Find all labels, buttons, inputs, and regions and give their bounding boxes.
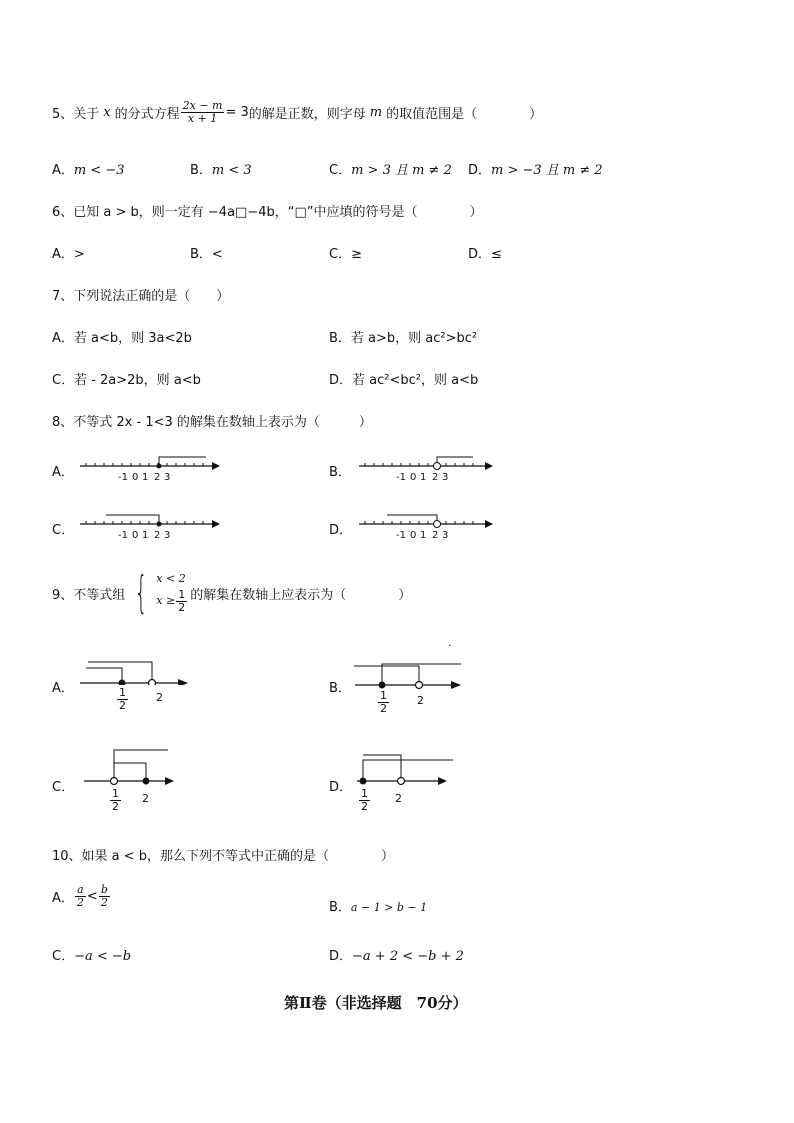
- closed-dot: [157, 464, 162, 469]
- q9-option-a[interactable]: [52, 655, 212, 717]
- q7-option-c-label: C．: [52, 373, 75, 388]
- tick-label: 3: [164, 530, 171, 541]
- tick-half-num: 1: [112, 787, 119, 800]
- q7-option-c[interactable]: [52, 369, 201, 388]
- closed-dot: [143, 778, 150, 785]
- tick-label: 1: [142, 472, 149, 483]
- q5-option-b[interactable]: [190, 159, 252, 178]
- open-dot: [434, 521, 441, 528]
- tick-label: 3: [164, 472, 171, 483]
- open-dot: [434, 463, 441, 470]
- open-dot: [111, 778, 118, 785]
- q9-option-a-label: A．: [52, 681, 74, 696]
- q6-option-b-label: B．: [190, 247, 212, 262]
- q9-c-tick-half: [110, 788, 121, 812]
- q10-a-frac2-den: 2: [100, 895, 108, 909]
- q7-option-b-text: 若 a>b，则 ac²>bc²: [350, 331, 478, 346]
- arrow-head: [212, 462, 220, 470]
- bracket-le-two: [114, 763, 146, 781]
- q9-sys2-fraction: [176, 589, 187, 613]
- q9-option-c-number-line: [80, 746, 210, 786]
- q10-a-frac1-den: 2: [76, 895, 84, 909]
- bracket-lt-two: [363, 755, 401, 777]
- q9-sys1: x < 2: [156, 571, 186, 585]
- arrow-head: [178, 679, 188, 685]
- arrow-head: [438, 777, 447, 785]
- q8-option-b-label: B．: [329, 465, 351, 480]
- q10-option-c-text: −a < −b: [74, 949, 132, 964]
- q8-option-d-number-line: [355, 510, 505, 544]
- q10-a-frac1-num: a: [77, 883, 84, 896]
- q9-a-tick-two: 2: [156, 691, 163, 704]
- tick-label: -1: [118, 472, 128, 483]
- solution-bracket: [387, 515, 437, 520]
- q8-option-a-label: A．: [52, 465, 74, 480]
- q6-option-b[interactable]: [190, 243, 223, 262]
- q5-option-c[interactable]: [329, 159, 452, 178]
- q5-mid: 的分式方程: [114, 106, 180, 122]
- q9-option-b[interactable]: [329, 655, 489, 717]
- q10-option-c[interactable]: [52, 945, 131, 964]
- q7-option-c-text: 若 - 2a>2b，则 a<b: [74, 373, 201, 388]
- q9-option-c[interactable]: [52, 746, 212, 818]
- q9-option-d[interactable]: [329, 746, 489, 818]
- q8-option-a-number-line: [76, 452, 226, 486]
- bracket-lt-two: [88, 662, 152, 679]
- q6-option-a[interactable]: [52, 243, 85, 262]
- q9-sys2-left: x ≥: [156, 594, 176, 607]
- q8-option-b-number-line: [355, 452, 505, 486]
- q7-option-a-text: 若 a<b，则 3a<2b: [73, 331, 192, 346]
- q5-option-a-text: m < −3: [73, 163, 125, 178]
- q8-option-c-number-line: [76, 510, 226, 544]
- q9-sys2-frac-num: 1: [178, 588, 186, 601]
- q9-system: [156, 573, 188, 613]
- closed-dot: [119, 680, 126, 686]
- q8-option-d-label: D．: [329, 523, 353, 538]
- q5-option-b-label: B．: [190, 163, 212, 178]
- q9-a-tick-half: [117, 687, 128, 711]
- q5-stem: [52, 100, 542, 124]
- q9-stem: [52, 562, 411, 624]
- q5-var-m: m: [369, 104, 383, 120]
- tick-label: 2: [154, 530, 161, 541]
- q10-option-a-label: A．: [52, 890, 74, 906]
- closed-dot: [157, 522, 162, 527]
- section-title: 第Ⅱ卷（非选择题 70分）: [284, 994, 468, 1012]
- q9-b-tick-two: 2: [417, 694, 424, 707]
- q6-option-d-text: ≤: [491, 247, 502, 262]
- tick-label: 1: [420, 530, 427, 541]
- solution-bracket: [437, 457, 473, 462]
- bracket-le-half: [86, 668, 122, 683]
- q7-option-a[interactable]: [52, 327, 192, 346]
- tick-label: 2: [154, 472, 161, 483]
- q9-suffix: 的解集在数轴上应表示为（ ）: [190, 587, 412, 603]
- q10-option-b-text: a − 1 > b − 1: [350, 901, 428, 914]
- tick-half-num: 1: [380, 689, 387, 702]
- tick-half-num: 1: [361, 787, 368, 800]
- tick-label: 0: [410, 530, 417, 541]
- tick-label: 3: [442, 472, 449, 483]
- q9-b-tick-half: [378, 690, 389, 714]
- tick-label: 3: [442, 530, 449, 541]
- q10-option-d-text: −a + 2 < −b + 2: [352, 949, 464, 964]
- solution-bracket: [159, 457, 206, 466]
- q5-option-a-label: A．: [52, 163, 74, 178]
- tick-label: 2: [432, 472, 439, 483]
- open-dot: [416, 682, 423, 689]
- q5-suffix2: 的取值范围是（ ）: [386, 106, 543, 122]
- q6-option-c[interactable]: [329, 243, 362, 262]
- q6-option-c-text: ≥: [351, 247, 362, 262]
- q9-sys2-frac-den: 2: [178, 600, 186, 614]
- open-dot: [149, 680, 156, 686]
- q8-option-c-label: C．: [52, 523, 75, 538]
- closed-dot: [379, 682, 386, 689]
- q6-option-a-text: >: [73, 247, 85, 262]
- q6-option-d-label: D．: [468, 247, 492, 262]
- q9-option-b-label: B．: [329, 681, 351, 696]
- q6-option-c-label: C．: [329, 247, 352, 262]
- tick-label: -1: [118, 530, 128, 541]
- tick-half-den: 2: [112, 799, 119, 813]
- q5-option-d-label: D．: [468, 163, 492, 178]
- q9-d-tick-two: 2: [395, 792, 402, 805]
- q5-option-d-text: m > −3 且 m ≠ 2: [491, 163, 603, 178]
- q10-a-frac2-num: b: [100, 883, 108, 896]
- q8-option-b[interactable]: [329, 452, 509, 492]
- q5-prefix: 5、关于: [52, 106, 100, 122]
- bracket-lt-two: [354, 666, 419, 681]
- q10-stem: 10、如果 a < b，那么下列不等式中正确的是（ ）: [52, 849, 395, 864]
- q7-option-d-label: D．: [329, 373, 353, 388]
- q7-option-b-label: B．: [329, 331, 351, 346]
- q9-brace: {: [134, 567, 148, 618]
- q6-option-b-text: <: [211, 247, 223, 262]
- q8-option-c[interactable]: [52, 510, 232, 550]
- q7-option-d-text: 若 ac²<bc²，则 a<b: [352, 373, 479, 388]
- q5-suffix: 的解是正数，则字母: [248, 106, 366, 122]
- arrow-head: [485, 520, 493, 528]
- q5-frac-num: 2x − m: [182, 99, 223, 112]
- arrow-head: [212, 520, 220, 528]
- q5-option-c-label: C．: [329, 163, 352, 178]
- tick-half-num: 1: [119, 686, 126, 699]
- arrow-head: [485, 462, 493, 470]
- tick-label: -1: [396, 530, 406, 541]
- q9-option-a-number-line: [76, 655, 206, 685]
- q9-prefix: 9、不等式组: [52, 587, 126, 603]
- q9-option-c-label: C．: [52, 780, 75, 795]
- q7-option-a-label: A．: [52, 331, 74, 346]
- arrow-head: [451, 681, 461, 689]
- tick-label: 1: [420, 472, 427, 483]
- q5-frac-den: x + 1: [187, 111, 218, 125]
- q7-option-d[interactable]: [329, 369, 478, 388]
- q10-option-b[interactable]: [329, 896, 427, 915]
- tick-half-den: 2: [119, 698, 126, 712]
- q5-option-a[interactable]: [52, 159, 125, 178]
- q9-c-tick-two: 2: [142, 792, 149, 805]
- q5-option-d[interactable]: [468, 159, 603, 178]
- q10-option-a[interactable]: [52, 884, 111, 908]
- q5-option-c-text: m > 3 且 m ≠ 2: [351, 163, 452, 178]
- q10-option-d-label: D．: [329, 949, 353, 964]
- q10-a-frac2: [99, 884, 110, 908]
- q10-a-frac1: [75, 884, 86, 908]
- tick-label: 1: [142, 530, 149, 541]
- tick-half-den: 2: [361, 799, 368, 813]
- q6-option-d[interactable]: [468, 243, 502, 262]
- tick-label: 0: [132, 472, 139, 483]
- q10-option-c-label: C．: [52, 949, 75, 964]
- q10-option-b-label: B．: [329, 900, 351, 915]
- q5-var-x: x: [103, 104, 111, 120]
- q6-option-a-label: A．: [52, 247, 74, 262]
- q5-option-b-text: m < 3: [211, 163, 252, 178]
- tick-half-den: 2: [380, 701, 387, 715]
- tick-label: -1: [396, 472, 406, 483]
- q7-stem: 7、下列说法正确的是（ ）: [52, 289, 230, 304]
- q9-option-d-label: D．: [329, 780, 353, 795]
- tick-label: 0: [132, 530, 139, 541]
- q9-d-tick-half: [359, 788, 370, 812]
- q5-fraction: [181, 100, 225, 124]
- open-dot: [398, 778, 405, 785]
- arrow-head: [165, 777, 174, 785]
- q8-stem: 8、不等式 2x - 1<3 的解集在数轴上表示为（ ）: [52, 415, 372, 430]
- q8-option-d[interactable]: [329, 510, 509, 550]
- q9-option-d-number-line: [353, 746, 483, 786]
- q5-eq: = 3: [225, 104, 249, 120]
- q7-option-b[interactable]: [329, 327, 477, 346]
- solution-bracket: [106, 515, 159, 524]
- q9-sys2: [156, 589, 188, 613]
- q9-option-b-number-line: [351, 655, 471, 693]
- stray-dot: .: [448, 636, 452, 649]
- q10-a-op: <: [86, 888, 98, 904]
- q10-option-d[interactable]: [329, 945, 464, 964]
- q8-option-a[interactable]: [52, 452, 232, 492]
- tick-label: 2: [432, 530, 439, 541]
- tick-label: 0: [410, 472, 417, 483]
- q6-stem: 6、已知 a > b，则一定有 −4a□−4b，“□”中应填的符号是（ ）: [52, 205, 483, 220]
- closed-dot: [360, 778, 367, 785]
